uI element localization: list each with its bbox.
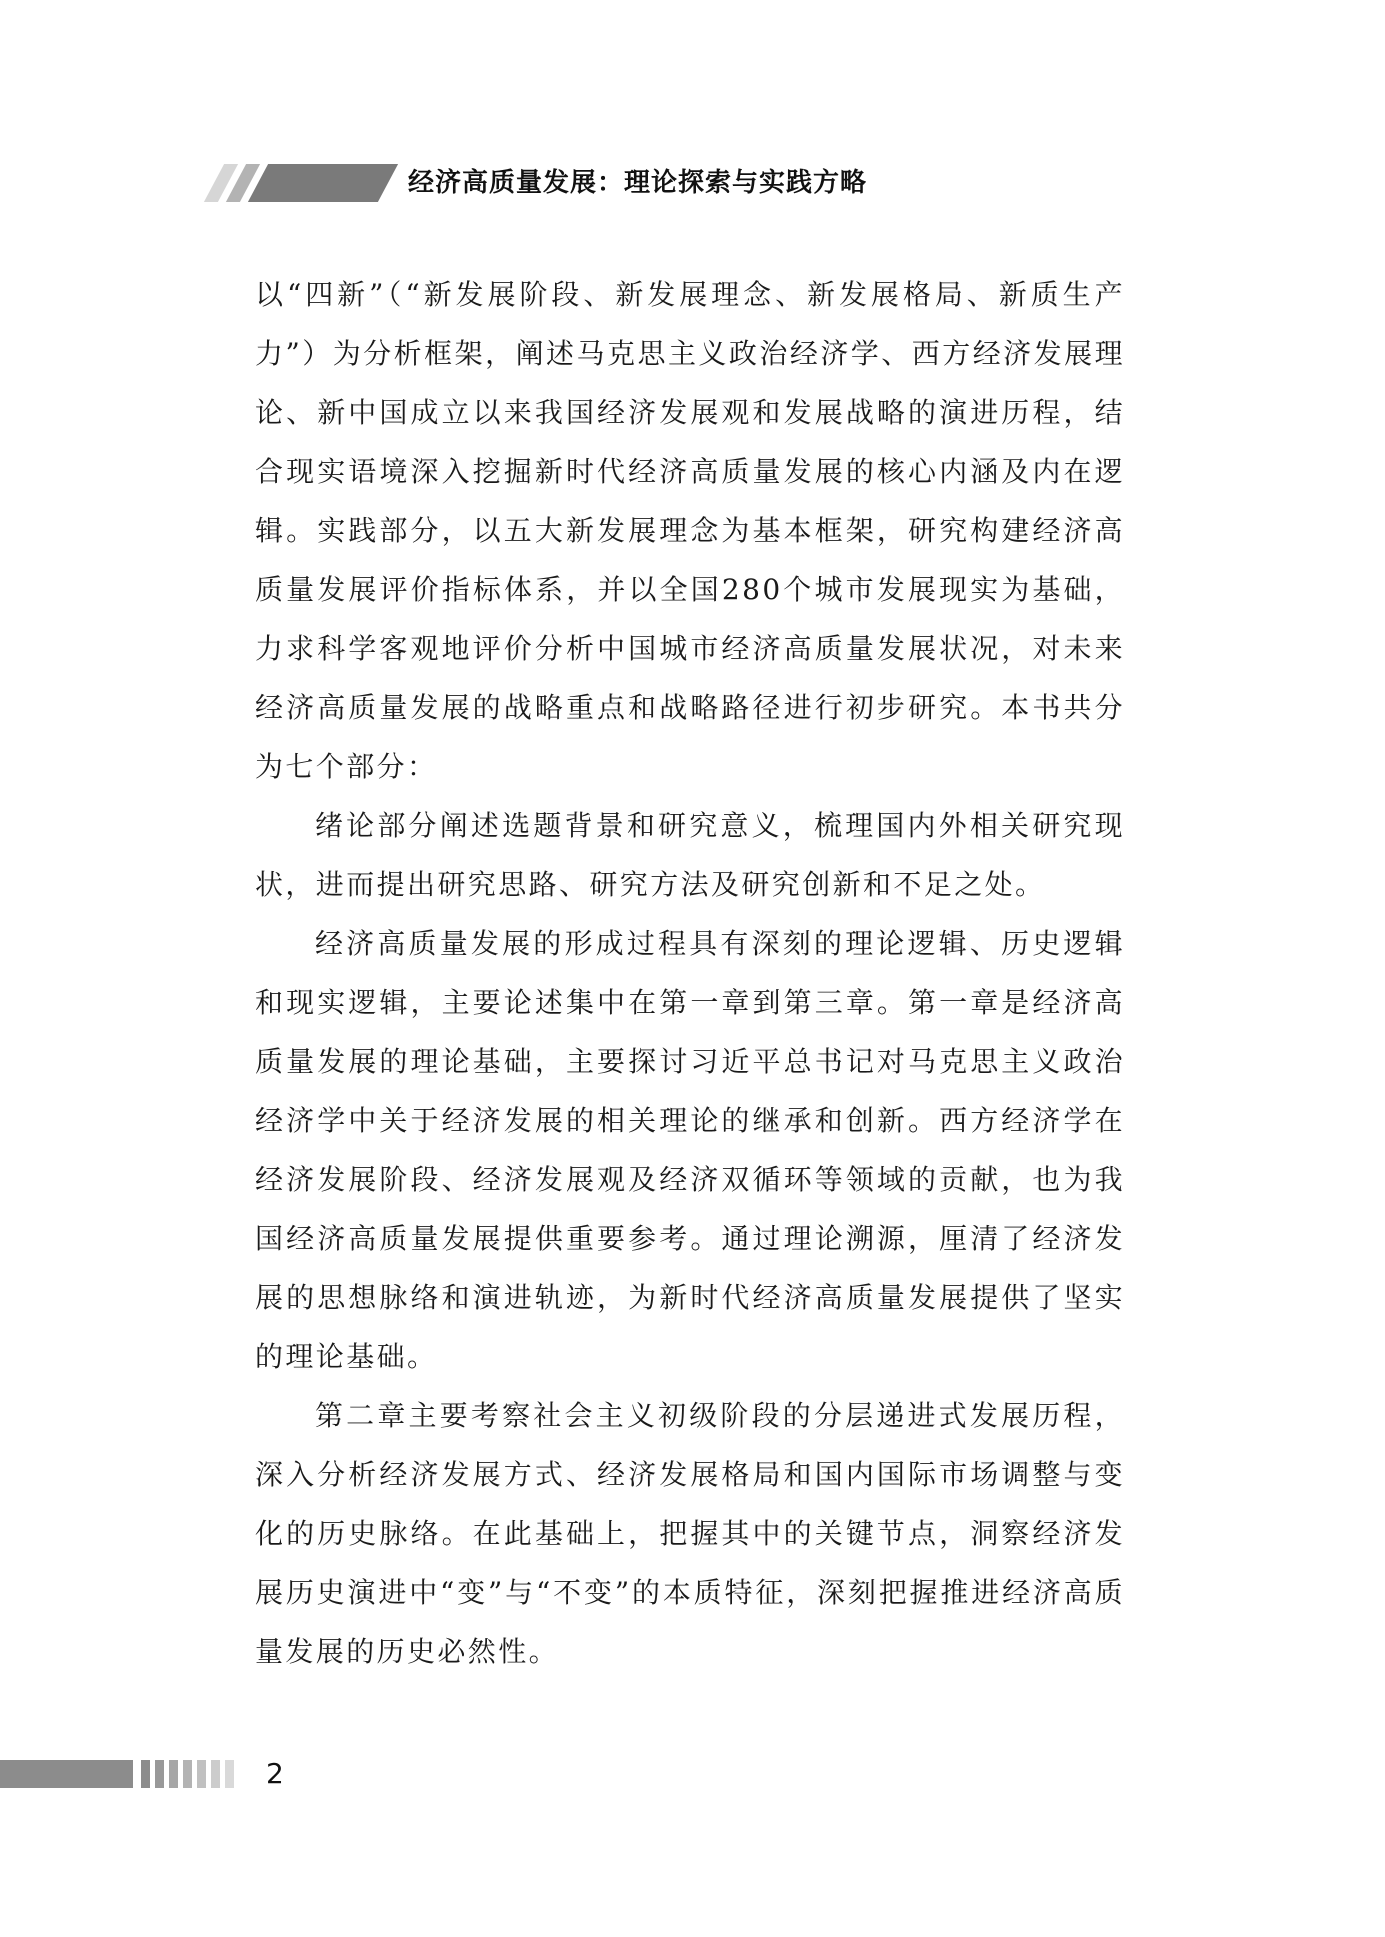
footer-block bbox=[169, 1760, 178, 1788]
header-stripe-dark bbox=[248, 164, 398, 202]
paragraph-4: 第二章主要考察社会主义初级阶段的分层递进式发展历程，深入分析经济发展方式、经济发展格局和国内国际市场调整与变化的历史脉络。在此基础上，把握其中的关键节点，洞察经济发展历史演进中“变”与“不变”的本质特征，深刻把握推进经济高质量发展的历史必然性。 bbox=[255, 1399, 1125, 1668]
footer-block bbox=[225, 1760, 234, 1788]
footer-block bbox=[141, 1760, 150, 1788]
paragraph-1: 以“四新”（“新发展阶段、新发展理念、新发展格局、新质生产力”）为分析框架，阐述马克思主义政治经济学、西方经济发展理论、新中国成立以来我国经济发展观和发展战略的演进历程，结合现实语境深入挖掘新时代经济高质量发展的核心内涵及内在逻辑。实践部分，以五大新发展理念为基本框架，研究构建经济高质量发展评价指标体系，并以全国280个城市发展现实为基础，力求科学客观地评价分析中国城市经济高质量发展状况，对未来经济高质量发展的战略重点和战略路径进行初步研究。本书共分为七个部分： bbox=[255, 278, 1125, 783]
header-book-title: 经济高质量发展：理论探索与实践方略 bbox=[408, 168, 868, 198]
body-text bbox=[255, 265, 1125, 1681]
footer-block bbox=[183, 1760, 192, 1788]
running-header bbox=[0, 160, 1385, 210]
paragraph-2: 绪论部分阐述选题背景和研究意义，梳理国内外相关研究现状，进而提出研究思路、研究方法及研究创新和不足之处。 bbox=[255, 809, 1125, 901]
page-number: 2 bbox=[266, 1757, 284, 1790]
footer-block bbox=[197, 1760, 206, 1788]
page-footer bbox=[0, 1757, 400, 1790]
paragraph-3: 经济高质量发展的形成过程具有深刻的理论逻辑、历史逻辑和现实逻辑，主要论述集中在第一章到第三章。第一章是经济高质量发展的理论基础，主要探讨习近平总书记对马克思主义政治经济学中关于经济发展的相关理论的继承和创新。西方经济学在经济发展阶段、经济发展观及经济双循环等领域的贡献，也为我国经济高质量发展提供重要参考。通过理论溯源，厘清了经济发展的思想脉络和演进轨迹，为新时代经济高质量发展提供了坚实的理论基础。 bbox=[255, 927, 1125, 1373]
footer-block bbox=[211, 1760, 220, 1788]
footer-block bbox=[155, 1760, 164, 1788]
footer-bar bbox=[0, 1760, 133, 1788]
